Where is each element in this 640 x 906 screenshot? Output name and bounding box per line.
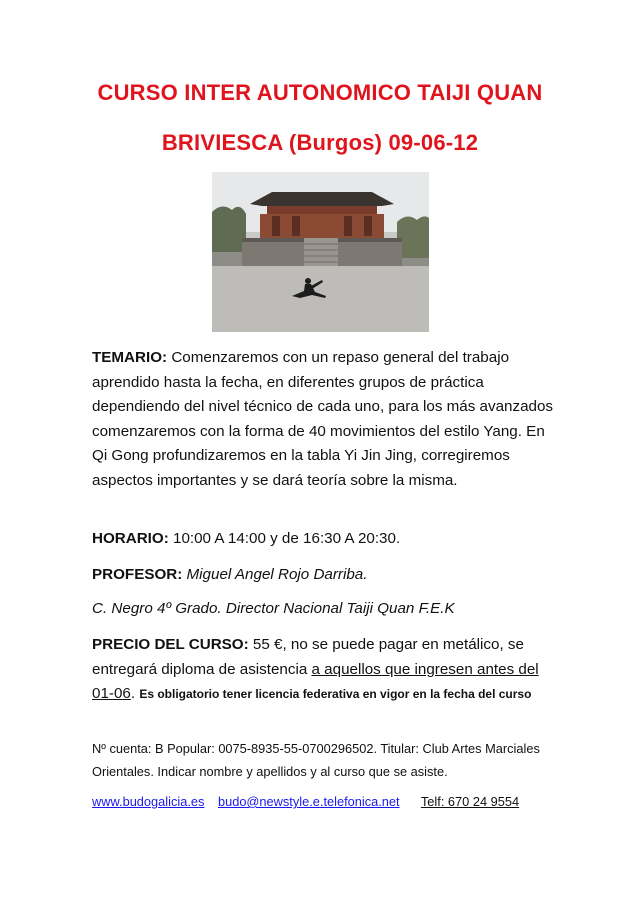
temario-label: TEMARIO:	[92, 349, 168, 366]
web-link[interactable]: www.budogalicia.es	[92, 794, 205, 809]
precio-paragraph	[92, 633, 562, 707]
horario-text: 10:00 A 14:00 y de 16:30 A 20:30.	[168, 530, 401, 547]
temario-text: Comenzaremos con un repaso general del trabajo aprendido hasta la fecha, en diferentes grupos de práctica dependiendo del nivel técnico de cada uno, para los más avanzados comenzaremos con la forma de 40 movimientos del estilo Yang. En Qi Gong profundizaremos en la tabla Yi Jin Jing, corregiremos aspectos importantes y se dará teoría sobre la misma.	[92, 349, 554, 489]
precio-notice: Es obligatorio tener licencia federativa en vigor en la fecha del curso	[139, 687, 532, 701]
account-info: Nº cuenta: B Popular: 0075-8935-55-0700296502. Titular: Club Artes Marciales Orientales. Indicar nombre y apellidos y al curso que se asiste.	[92, 741, 540, 779]
email-link[interactable]: budo@newstyle.e.telefonica.net	[217, 794, 400, 809]
temple-photo	[212, 172, 429, 332]
precio-after: .	[130, 685, 140, 702]
horario-label: HORARIO:	[92, 530, 169, 547]
profesor-paragraph	[92, 563, 562, 588]
phone-number: Telf: 670 24 9554	[420, 794, 520, 809]
precio-label: PRECIO DEL CURSO:	[92, 636, 249, 653]
profesor-label: PROFESOR:	[92, 566, 183, 583]
precio-underlined: a aquellos que ingresen antes del 01-06	[92, 660, 539, 702]
title-line-2: BRIVIESCA (Burgos) 09-06-12	[161, 130, 479, 155]
temario-paragraph	[92, 346, 562, 493]
grado-paragraph: C. Negro 4º Grado. Director Nacional Taiji Quan F.E.K	[92, 600, 455, 617]
horario-paragraph	[92, 527, 562, 552]
footer-links	[92, 792, 572, 812]
precio-text: 55 €, no se puede pagar en metálico, se entregará diploma de asistencia	[92, 636, 524, 678]
title-line-1: CURSO INTER AUTONOMICO TAIJI QUAN	[97, 80, 543, 105]
profesor-name: Miguel Angel Rojo Darriba.	[186, 566, 368, 583]
